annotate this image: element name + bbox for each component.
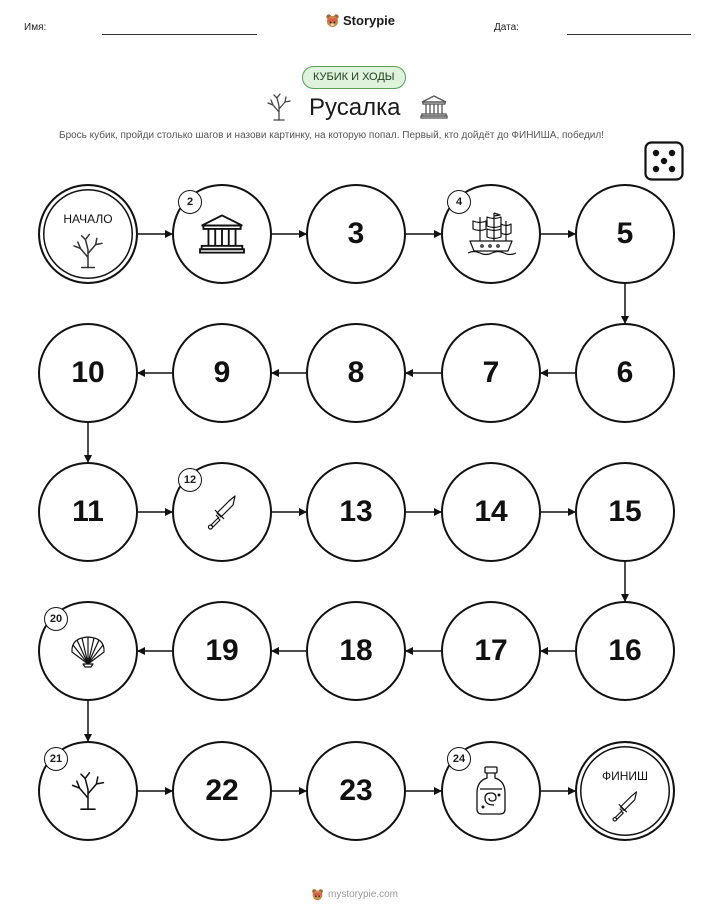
cell-number: 3 bbox=[347, 217, 365, 250]
cell-number: 8 bbox=[347, 356, 365, 389]
board-cell-16[interactable] bbox=[575, 601, 675, 701]
cell-picture bbox=[474, 765, 508, 817]
start-picture bbox=[40, 232, 136, 270]
cell-number: 17 bbox=[474, 634, 508, 667]
cell-number-badge: 20 bbox=[44, 607, 68, 631]
board-cell-23[interactable] bbox=[306, 741, 406, 841]
cell-picture bbox=[67, 770, 109, 812]
board-cell-3[interactable] bbox=[306, 184, 406, 284]
cell-number: 11 bbox=[72, 495, 104, 528]
page-title: Русалка bbox=[309, 94, 401, 121]
cell-number: 19 bbox=[205, 634, 239, 667]
cell-picture bbox=[464, 209, 518, 259]
board-cell-10[interactable] bbox=[38, 323, 138, 423]
cell-number: 14 bbox=[474, 495, 508, 528]
cell-number-badge: 2 bbox=[178, 190, 202, 214]
finish-label: ФИНИШ bbox=[601, 769, 649, 783]
finish-picture bbox=[577, 789, 673, 823]
dagger-icon bbox=[610, 789, 640, 823]
coral-icon bbox=[67, 770, 109, 812]
cell-number-badge: 24 bbox=[447, 747, 471, 771]
dagger-icon bbox=[205, 493, 239, 531]
instructions: Брось кубик, пройди столько шагов и назови картинку, на которую попал. Первый, кто дойдёт до ФИНИША, победил! bbox=[59, 130, 604, 141]
cell-number: 7 bbox=[482, 356, 500, 389]
footer bbox=[311, 888, 398, 901]
cell-number: 13 bbox=[339, 495, 373, 528]
temple-icon bbox=[198, 212, 246, 256]
cell-number: 6 bbox=[616, 356, 634, 389]
board-cell-18[interactable] bbox=[306, 601, 406, 701]
finish-cell[interactable] bbox=[575, 741, 675, 841]
board-cell-11[interactable] bbox=[38, 462, 138, 562]
bear-icon bbox=[311, 888, 324, 901]
start-label: НАЧАЛО bbox=[63, 212, 113, 226]
board-cell-14[interactable] bbox=[441, 462, 541, 562]
cell-number: 5 bbox=[616, 217, 634, 250]
board-cell-15[interactable] bbox=[575, 462, 675, 562]
board-cell-22[interactable] bbox=[172, 741, 272, 841]
cell-number: 23 bbox=[339, 774, 373, 807]
name-label: Имя: bbox=[24, 22, 47, 33]
board-cell-19[interactable] bbox=[172, 601, 272, 701]
cell-number: 9 bbox=[213, 356, 231, 389]
seashell-icon bbox=[68, 634, 108, 668]
board-cell-5[interactable] bbox=[575, 184, 675, 284]
board-cell-13[interactable] bbox=[306, 462, 406, 562]
cell-picture bbox=[205, 493, 239, 531]
start-cell[interactable] bbox=[38, 184, 138, 284]
cell-number-badge: 4 bbox=[447, 190, 471, 214]
cell-number: 15 bbox=[608, 495, 642, 528]
board-cell-9[interactable] bbox=[172, 323, 272, 423]
date-label: Дата: bbox=[494, 22, 519, 33]
cell-picture bbox=[198, 212, 246, 256]
cell-number: 22 bbox=[205, 774, 239, 807]
cell-number: 18 bbox=[339, 634, 373, 667]
cell-number: 16 bbox=[608, 634, 642, 667]
cell-number-badge: 21 bbox=[44, 747, 68, 771]
footer-url[interactable]: mystorypie.com bbox=[328, 889, 399, 900]
cell-number: 10 bbox=[71, 356, 105, 389]
board-cell-6[interactable] bbox=[575, 323, 675, 423]
badge-text: КУБИК И ХОДЫ bbox=[302, 66, 406, 89]
board-cell-7[interactable] bbox=[441, 323, 541, 423]
brand-name: Storypie bbox=[343, 13, 396, 28]
coral-icon bbox=[69, 232, 107, 270]
cell-number-badge: 12 bbox=[178, 468, 202, 492]
board-cell-17[interactable] bbox=[441, 601, 541, 701]
potion-bottle-icon bbox=[474, 765, 508, 817]
ship-icon bbox=[464, 209, 518, 259]
cell-picture bbox=[68, 634, 108, 668]
board-cell-8[interactable] bbox=[306, 323, 406, 423]
